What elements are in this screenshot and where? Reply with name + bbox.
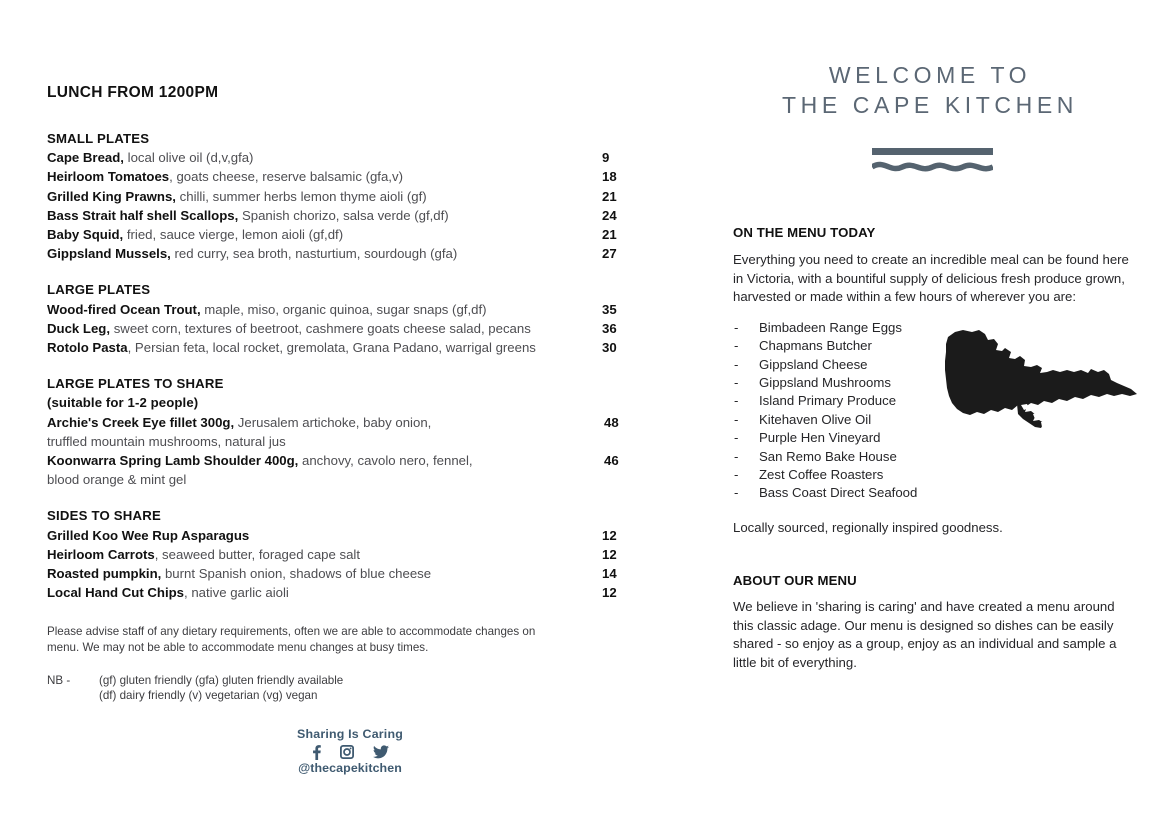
menu-item-price: 12 [602,585,617,601]
supplier-list-item [733,374,973,392]
menu-item-description: sweet corn, textures of beetroot, cashmere goats cheese salad, pecans [110,320,531,336]
menu-sections [47,129,647,602]
menu-item-price: 24 [602,207,617,223]
bullet-dash-icon: - [734,485,739,501]
social-handle[interactable]: @thecapekitchen [298,761,402,775]
bullet-dash-icon: - [734,393,739,409]
menu-section [47,506,647,602]
menu-item-description: Spanish chorizo, salsa verde (gf,df) [238,207,449,223]
menu-item [47,300,647,319]
menu-item [47,244,647,263]
menu-item [47,451,647,489]
supplier-list-item [733,448,973,466]
menu-item-name: Wood-fired Ocean Trout, [47,301,201,317]
menu-section [47,374,647,489]
menu-item [47,338,647,357]
bullet-dash-icon: - [734,356,739,372]
menu-item-name: Heirloom Tomatoes [47,169,170,185]
logo-divider-mark [872,148,993,178]
menu-today-heading: ON THE MENU TODAY [733,225,876,240]
menu-item [47,206,647,225]
menu-item-price: 12 [602,546,617,562]
nb-label: NB - [47,673,71,687]
bullet-dash-icon: - [734,430,739,446]
menu-item-name: Gippsland Mussels, [47,246,171,262]
supplier-name: Island Primary Produce [759,393,897,409]
bullet-dash-icon: - [734,338,739,354]
menu-item-description: , Persian feta, local rocket, gremolata, Grana Padano, warrigal greens [127,340,536,356]
menu-item-description: chilli, summer herbs lemon thyme aioli (gf) [175,188,427,204]
menu-item-price: 35 [602,301,617,317]
menu-item-name: Grilled Koo Wee Rup Asparagus [47,527,250,543]
menu-item-description: , goats cheese, reserve balsamic (gfa,v) [169,169,403,185]
menu-item-description: burnt Spanish onion, shadows of blue cheese [161,566,432,582]
menu-item-description: local olive oil (d,v,gfa) [123,150,254,166]
bullet-dash-icon: - [734,411,739,427]
welcome-line-1: WELCOME TO [828,62,1032,88]
menu-item-price: 12 [602,527,617,543]
menu-item-description-continued: truffled mountain mushrooms, natural jus [47,433,286,449]
menu-item-price: 48 [604,414,619,430]
menu-item-description: Jerusalem artichoke, baby onion, [234,414,432,430]
logo-bar [872,148,993,155]
menu-item-description: red curry, sea broth, nasturtium, sourdough (gfa) [170,246,458,262]
supplier-list-item [733,356,973,374]
supplier-list-item [733,429,973,447]
welcome-heading [730,60,1130,120]
supplier-name: Kitehaven Olive Oil [759,411,872,427]
menu-item-name: Grilled King Prawns, [47,188,176,204]
menu-item [47,564,647,583]
section-subheading: (suitable for 1-2 people) [47,395,199,411]
menu-item [47,526,647,545]
supplier-list-item [733,319,973,337]
menu-today-paragraph: Everything you need to create an incredible meal can be found here in Victoria, with a bountiful supply of delicious fresh produce grown, harvested or made within a few hours of wherever you are: [733,252,1129,305]
menu-item-price: 21 [602,188,617,204]
dietary-note: Please advise staff of any dietary requirements, often we are able to accommodate changes on menu. We may not be able to accommodate menu changes at busy times. [47,625,536,655]
about-menu-heading: ABOUT OUR MENU [733,573,857,588]
menu-item [47,167,647,186]
supplier-list-item [733,392,973,410]
menu-item-description: , native garlic aioli [184,585,289,601]
supplier-name: Gippsland Mushrooms [759,375,891,390]
supplier-name: Purple Hen Vineyard [759,430,881,446]
logo-wave-icon [872,161,993,176]
menu-item-price: 36 [602,320,617,336]
supplier-list-item [733,337,973,355]
bullet-dash-icon: - [734,467,739,483]
locally-sourced-line: Locally sourced, regionally inspired goodness. [733,519,1003,535]
abbreviation-key [47,673,647,703]
page-title: LUNCH FROM 1200PM [47,84,219,101]
menu-item-name: Heirloom Carrots [47,546,155,562]
footer-tagline: Sharing Is Caring [297,727,403,741]
menu-item-description: fried, sauce vierge, lemon aioli (gf,df) [123,227,344,243]
section-heading: SMALL PLATES [47,131,150,146]
supplier-name: San Remo Bake House [759,448,897,464]
menu-item-price: 21 [602,227,617,243]
menu-section [47,280,647,357]
menu-item-name: Rotolo Pasta [47,340,128,356]
on-the-menu-today-section [733,224,1129,537]
section-heading: LARGE PLATES TO SHARE [47,376,224,392]
menu-item-price: 18 [602,169,617,185]
welcome-line-2: THE CAPE KITCHEN [782,92,1078,118]
menu-item [47,319,647,338]
social-links [0,744,700,760]
menu-item-price: 30 [602,340,617,356]
menu-item-name: Roasted pumpkin, [47,566,162,582]
menu-item-price: 27 [602,246,617,262]
menu-item [47,545,647,564]
supplier-name: Bimbadeen Range Eggs [759,319,902,335]
supplier-name: Chapmans Butcher [759,338,872,354]
bullet-dash-icon: - [734,319,739,335]
supplier-name: Zest Coffee Roasters [759,467,884,483]
menu-item [47,187,647,206]
menu-item-name: Bass Strait half shell Scallops, [47,207,239,223]
menu-item-name: Cape Bread, [47,150,124,166]
menu-item-price: 46 [604,453,619,469]
instagram-icon[interactable] [340,745,354,759]
about-our-menu-section [733,572,1129,672]
menu-item-name: Local Hand Cut Chips [47,585,185,601]
supplier-name: Bass Coast Direct Seafood [759,485,918,501]
supplier-list-item [733,466,973,484]
twitter-icon[interactable] [373,745,389,759]
menu-item [47,225,647,244]
menu-left-column [47,84,647,703]
menu-section [47,129,647,263]
menu-item [47,413,647,451]
menu-item [47,583,647,602]
menu-item-description: anchovy, cavolo nero, fennel, [298,453,473,469]
menu-item-name: Koonwarra Spring Lamb Shoulder 400g, [47,453,299,469]
supplier-list-item [733,484,973,502]
menu-item-name: Baby Squid, [47,227,124,243]
bullet-dash-icon: - [734,448,739,464]
bullet-dash-icon: - [734,375,739,390]
menu-item-name: Duck Leg, [47,320,111,336]
menu-item [47,148,647,167]
menu-item-description: maple, miso, organic quinoa, sugar snaps (gf,df) [200,301,487,317]
menu-item-name: Archie's Creek Eye fillet 300g, [47,414,235,430]
menu-item-price: 14 [602,566,617,582]
section-heading: SIDES TO SHARE [47,508,161,524]
footer [0,727,700,776]
nb-line-dairy: (df) dairy friendly (v) vegetarian (vg) vegan [99,688,318,702]
section-heading: LARGE PLATES [47,282,151,298]
nb-line-gluten: (gf) gluten friendly (gfa) gluten friendly available [99,673,344,687]
menu-item-price: 9 [602,150,610,166]
supplier-list [733,319,973,503]
about-menu-paragraph: We believe in 'sharing is caring' and have created a menu around this classic adage. Our menu is designed so dishes can be easily shared - so enjoy as a group, enjoy as an individual and sample a little bit of everything. [733,599,1117,670]
victoria-map-silhouette [941,326,1139,436]
supplier-list-item [733,411,973,429]
supplier-name: Gippsland Cheese [759,356,868,372]
facebook-icon[interactable] [312,745,321,760]
menu-item-description: , seaweed butter, foraged cape salt [154,546,361,562]
menu-item-description-continued: blood orange & mint gel [47,472,187,488]
